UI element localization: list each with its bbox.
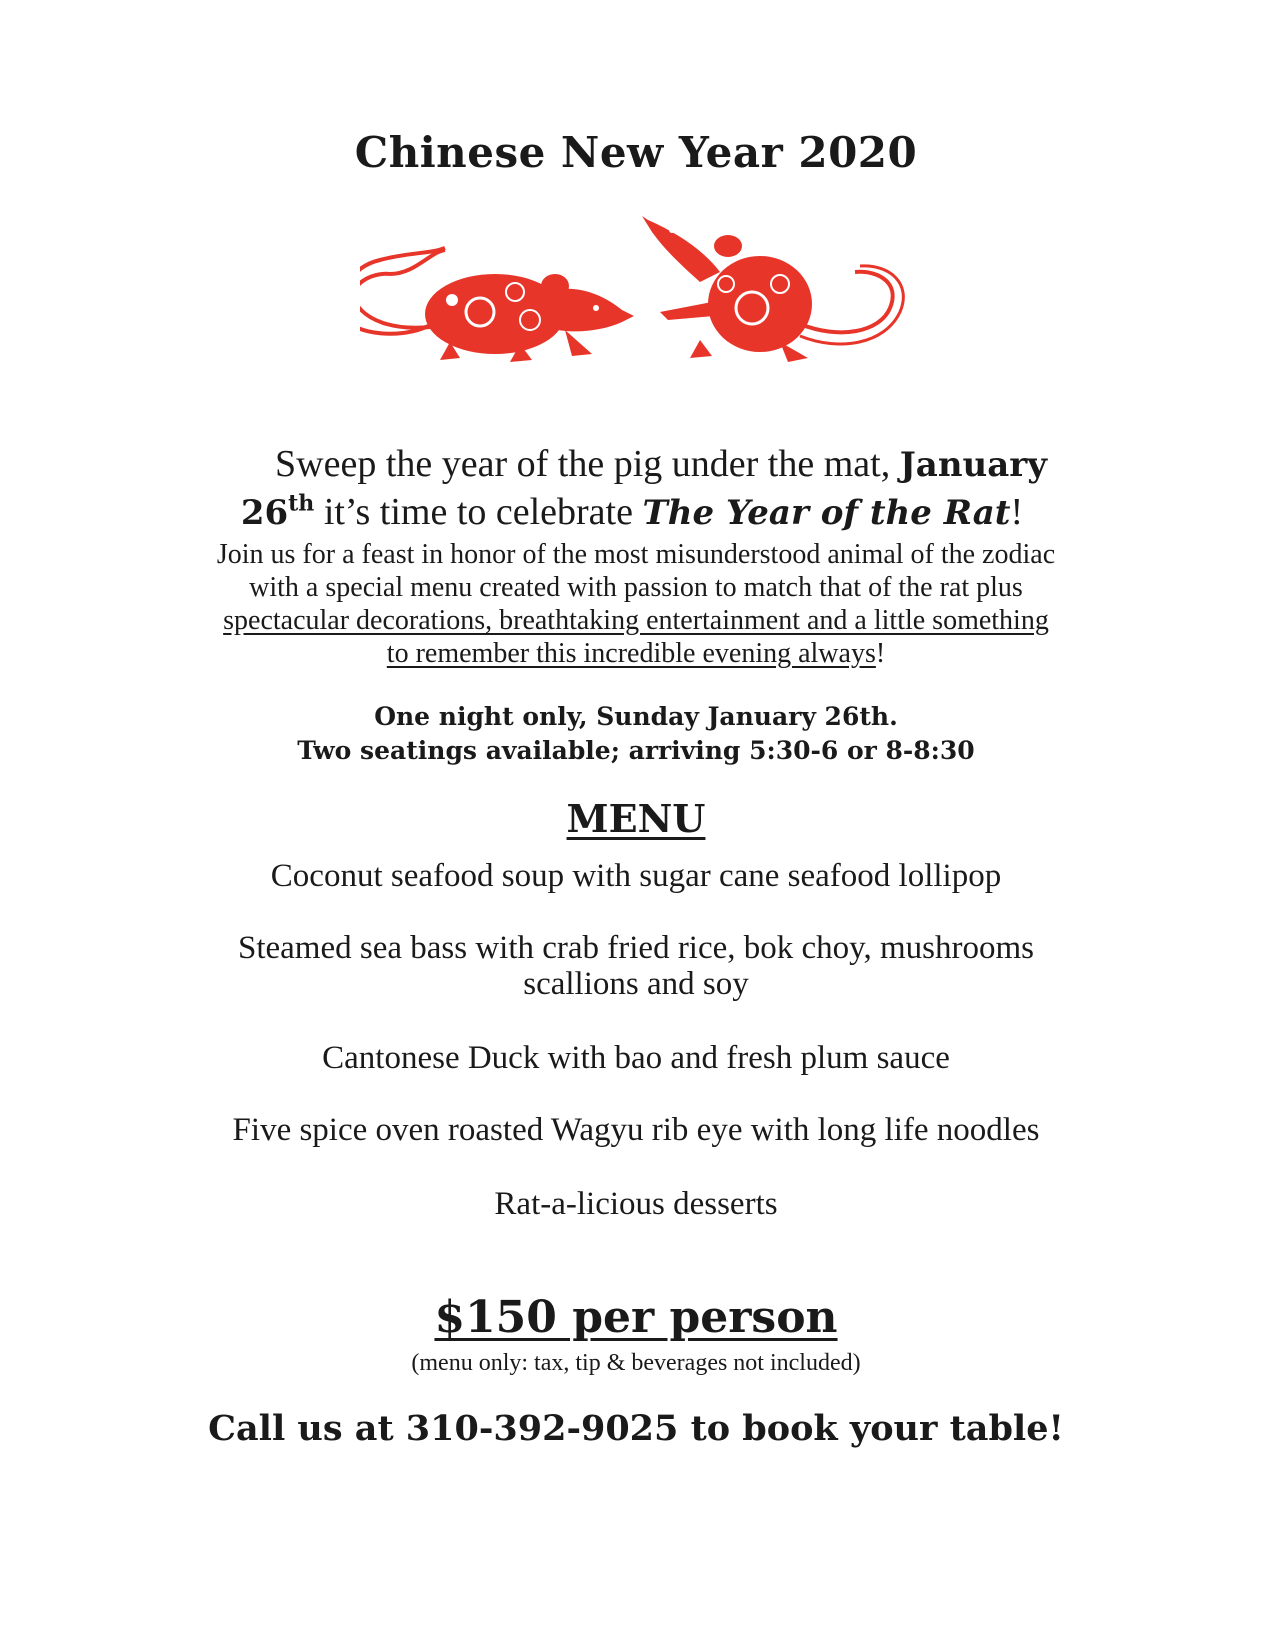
rat-left-icon	[360, 246, 634, 362]
menu-item: Cantonese Duck with bao and fresh plum sauce	[322, 1040, 950, 1076]
paragraph-line: Join us for a feast in honor of the most misunderstood animal of the zodiac	[216, 539, 1056, 570]
booking-call-to-action: Call us at 310-392-9025 to book your table!	[208, 1408, 1064, 1449]
paragraph-line: with a special menu created with passion to match that of the rat plus	[249, 572, 1023, 603]
menu-heading: MENU	[566, 796, 706, 841]
invitation-paragraph	[0, 538, 1272, 670]
paragraph-line: spectacular decorations, breathtaking entertainment and a little something	[223, 605, 1049, 636]
price-label: $150 per person	[434, 1292, 838, 1343]
event-details	[0, 700, 1272, 768]
paragraph-line: to remember this incredible evening always!	[386, 638, 886, 669]
menu-item: Five spice oven roasted Wagyu rib eye with long life noodles	[232, 1112, 1040, 1148]
price-note: (menu only: tax, tip & beverages not included)	[411, 1350, 861, 1376]
rat-right-icon	[642, 216, 903, 362]
event-seatings: Two seatings available; arriving 5:30-6 or 8-8:30	[297, 736, 975, 765]
event-date: One night only, Sunday January 26th.	[374, 702, 898, 731]
page-title: Chinese New Year 2020	[354, 128, 918, 177]
menu-item: Coconut seafood soup with sugar cane seafood lollipop	[270, 858, 1002, 894]
menu-item: Steamed sea bass with crab fried rice, bok choy, mushrooms scallions and soy	[237, 930, 1035, 1002]
intro-line-2: 26th it’s time to celebrate The Year of the Rat!	[240, 490, 1024, 533]
rats-illustration	[360, 212, 920, 382]
intro-line-1: Sweep the year of the pig under the mat, January	[275, 443, 1047, 485]
menu-item: Rat-a-licious desserts	[494, 1186, 778, 1222]
